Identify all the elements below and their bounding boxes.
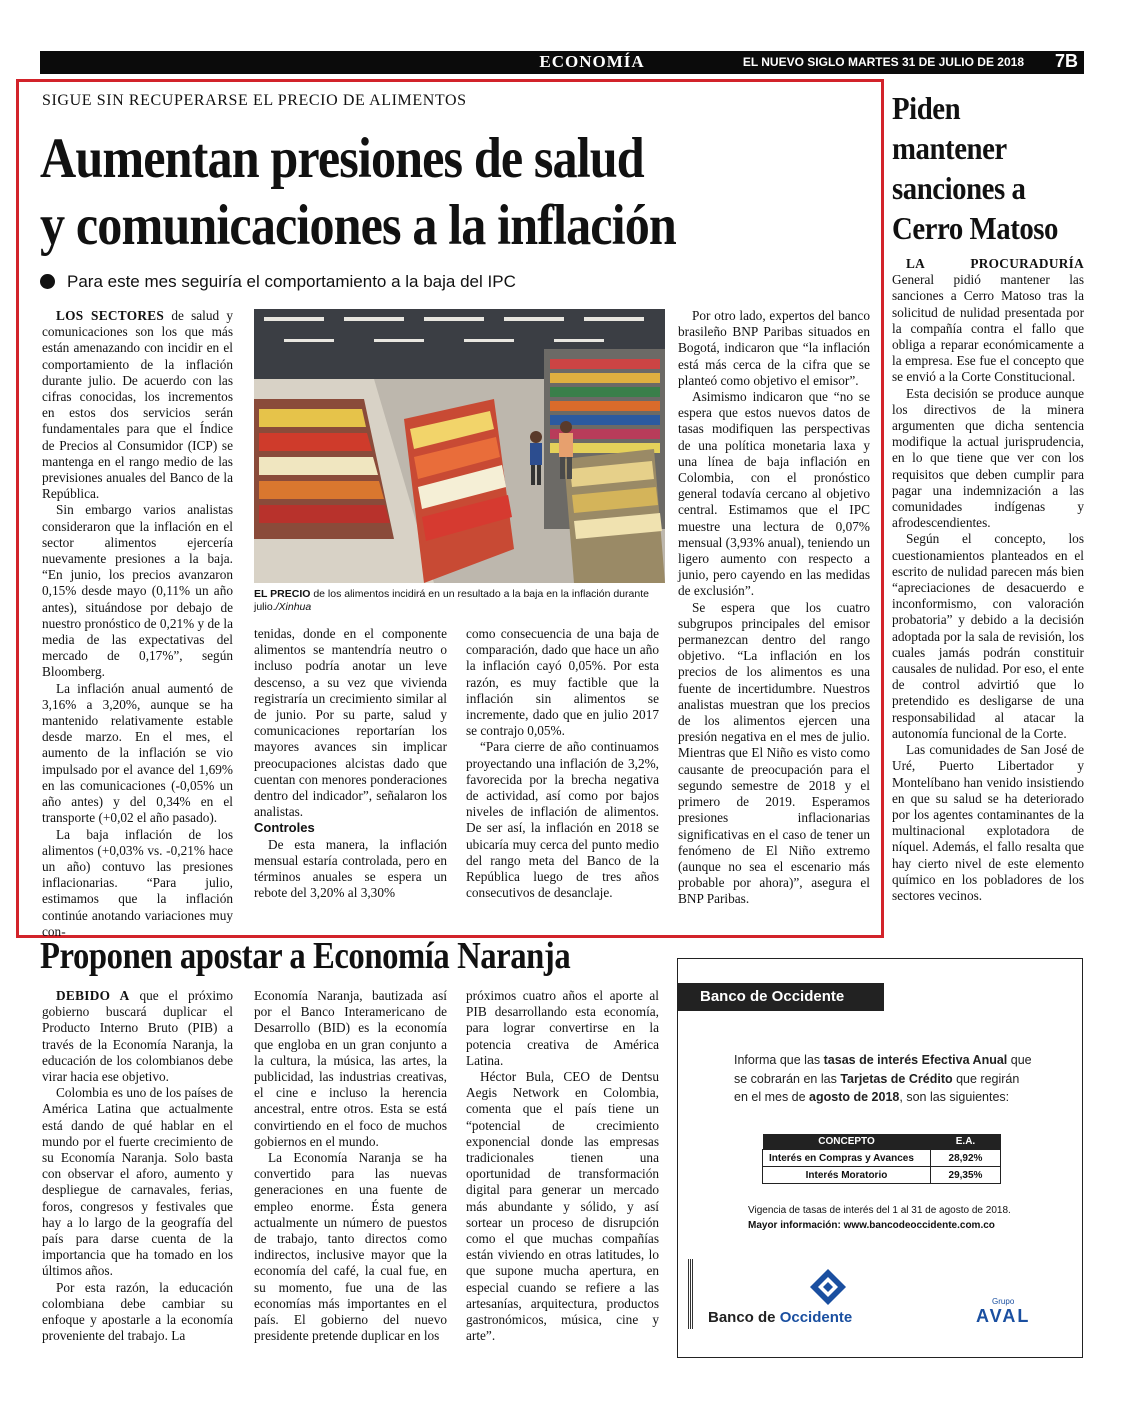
ad-text: Informa que las tasas de interés Efectiva Anual que se cobrarán en las Tarjetas de Crédito que regirán en el mes de agosto de 2018, son las siguientes: (734, 1053, 1032, 1104)
edition-date: EL NUEVO SIGLO MARTES 31 DE JULIO DE 2018 (742, 55, 1024, 69)
table-header: E.A. (931, 1134, 1001, 1150)
side-headline: Piden mantener sanciones a Cerro Matoso (892, 90, 1059, 246)
ad-brand-band: Banco de Occidente (678, 983, 884, 1011)
second-col-2 (254, 988, 447, 1344)
bullet-icon (40, 274, 55, 289)
validity-text: Vigencia de tasas de interés del 1 al 31 de agosto de 2018. (748, 1205, 1011, 1216)
ad-fine-print (748, 1203, 1058, 1233)
main-col-3 (466, 626, 659, 901)
photo-caption: EL PRECIO de los alimentos incidirá en un resultado a la baja en la inflación durante julio./Xinhua (254, 588, 649, 613)
paragraph: La inflación anual aumentó de 3,16% a 3,20%, aunque se ha mantenido relativamente estable desde marzo. En el mes, el aumento de la inflación se vio impulsado por el avance del 1,69% en las comunicaciones (-0,05% un año antes) y del 0,34% en el transporte (+0,02 el año pasado). (42, 680, 233, 826)
paragraph: De esta manera, la inflación mensual estaría controlada, pero en términos anuales se espera un rebote del 3,20% al 3,30% (254, 836, 447, 901)
barcode-icon (688, 1259, 694, 1329)
paragraph: tenidas, donde en el componente alimentos se mantendría neutro o incluso podría anotar un leve descenso, a su vez que vivienda registraría un crecimiento similar al de junio. Por su parte, salud y comunicaciones reportarían los mayores avances sin implicar preocupaciones alcistas dado que cuentan con menores ponderaciones dentro del indicador”, señalaron los analistas. (254, 626, 447, 820)
paragraph: Esta decisión se produce aunque los directivos de la minera argumenten que dicha sentencia modifique la actual jurisprudencia, en lo que tiene que ver con los requisitos que deben cumplir para pagar una indemnización a las comunidades indígenas y afrodescendientes. (892, 385, 1084, 531)
paragraph: Asimismo indicaron que “no se espera que estos nuevos datos de tasas modifiquen las perspectivas de una política monetaria laxa y una línea de baja inflación en Colombia, con el pronóstico general todavía cercano al objetivo central. Estimamos que el IPC muestre una lectura de 0,07% mensual (3,93% anual), teniendo un ligero aumento con respecto a junio, pero cayendo en las medidas de exclusión”. (678, 389, 871, 599)
supermarket-photo (254, 309, 665, 583)
main-col-2 (254, 626, 447, 901)
paragraph: como consecuencia de una baja de comparación, dado que hace un año la inflación cayó 0,05%. Por esta razón, es muy factible que la inflación sin alimentos se incremente, dado que en julio 2017 se contrajo 0,05%. (466, 626, 659, 739)
paragraph: LOS SECTORES de salud y comunicaciones son los que más están amenazando con incidir en el comportamiento de la inflación durante julio. De acuerdo con las cifras conocidas, los incrementos en estos dos servicios serán fundamentales para que el Índice de Precios al Consumidor (ICP) se mantenga en el rango medio de las previsiones anuales del Banco de la República. (42, 308, 233, 502)
paragraph: LA PROCURADURÍA General pidió mantener las sanciones a Cerro Matoso tras la solicitud de nulidad presentada por la compañía contra el fallo que obliga a reparar económicamente a la empresa. Ese fue el concepto que se envió a la Corte Constitucional. (892, 256, 1084, 385)
page-number: 7B (1054, 51, 1078, 71)
paragraph: Por otro lado, expertos del banco brasileño BNP Paribas situados en Bogotá, indicaron que “la inflación está más cerca de la cifra que se planteó como objetivo el emisor”. (678, 308, 870, 388)
table-row (763, 1167, 1001, 1184)
paragraph: “Para cierre de año continuamos proyectando una inflación de 3,2%, favorecida por la brecha negativa de actividad, así como por bajos niveles de inflación de alimentos. De ser así, la inflación en 2018 se ubicaría muy cerca del punto medio del rango meta del Banco de la República luego de tres años consecutivos de desanclaje. (466, 739, 659, 901)
table-cell: 28,92% (931, 1150, 1001, 1167)
diamond-logo-icon (708, 1267, 868, 1307)
main-col-1 (42, 308, 233, 940)
paragraph: próximos cuatro años el aporte al PIB desarrollando esta economía, para lograr convertirse en la potencia creativa de América Latina. (466, 988, 659, 1068)
paragraph: Sin embargo varios analistas consideraron que la inflación en el sector alimentos ejercería nuevamente presiones a la baja. “En junio, los precios avanzaron 0,15% desde mayo (0,11% un año antes), situándose por debajo de nuestro pronóstico de 0,21% y de la media de las expectativas del mercado de 0,17%”, según Bloomberg. (42, 502, 233, 680)
paragraph: Economía Naranja, bautizada así por el Banco Interamericano de Desarrollo (BID) es la economía que engloba en un gran conjunto a la cultura, la música, las artes, la publicidad, las industrias creativas, el cine e incluso la herencia ancestral, entre otros. Esta se está convirtiendo en el foco de muchos gobiernos en el mundo. (254, 988, 447, 1149)
main-headline-line2: y comunicaciones a la inflación (40, 194, 676, 257)
photo-credit: /Xinhua (275, 601, 312, 613)
paragraph: DEBIDO A que el próximo gobierno buscará duplicar el Producto Interno Bruto (PIB) a través de la Economía Naranja, la educación de los colombianos debe virar hacia ese objetivo. (42, 988, 234, 1085)
more-info-link[interactable]: Mayor información: www.bancodeoccidente.com.co (748, 1220, 995, 1231)
paragraph: Por esta razón, la educación colombiana debe cambiar su enfoque y apostarle a la economía proveniente del trabajo. La (42, 1279, 233, 1344)
bank-advertisement (677, 958, 1083, 1358)
photo-illustration (254, 309, 665, 583)
table-cell: 29,35% (931, 1167, 1001, 1184)
paragraph: La baja inflación de los alimentos (+0,03% vs. -0,21% hace un año) contuvo las presiones inflacionarias. “Para julio, estimamos que la inflación continúe anotando variaciones muy con- (42, 826, 233, 939)
table-row (763, 1150, 1001, 1167)
side-article-body (892, 256, 1084, 904)
main-headline (40, 125, 726, 259)
article-kicker: SIGUE SIN RECUPERARSE EL PRECIO DE ALIMENTOS (42, 92, 467, 109)
rates-table (762, 1134, 1001, 1184)
aval-wordmark: AVAL (976, 1306, 1031, 1326)
banco-occidente-logo: Banco de Occidente (708, 1267, 868, 1312)
main-headline-line1: Aumentan presiones de salud (40, 127, 644, 190)
grupo-aval-logo (976, 1297, 1030, 1327)
second-col-3 (466, 988, 659, 1344)
subtitle-controles: Controles (254, 820, 315, 836)
paragraph: Héctor Bula, CEO de Dentsu Aegis Network en Colombia, comenta que el país tiene un “potencial de crecimiento exponencial donde las empresas tradicionales tienen una oportunidad de transformación digital para generar un mercado más abundante y sólido, y así sortear un proceso de disrupción como el que muchas compañías están viviendo en otras latitudes, lo que supone mucha apertura, en especial cuando se refiere a las artesanías, arquitectura, productos gastronómicos, música, cine y arte”. (466, 1069, 659, 1344)
lead-in: DEBIDO A (56, 988, 130, 1003)
table-header: CONCEPTO (763, 1134, 931, 1150)
table-cell: Interés en Compras y Avances (763, 1150, 931, 1167)
paragraph: Se espera que los cuatro subgrupos principales del emisor permanezcan dentro del rango objetivo. “La inflación en los precios de los alimentos es una fuente de incertidumbre. Nuestros analistas muestran que los precios de los alimentos ejercen una presión negativa en el mes de julio. Mientras que El Niño es visto como causante de preocupación para el segundo semestre de 2018 y el primero de 2019. Esperamos presiones inflacionarias significativas en el caso de tener un fenómeno de El Niño extremo (aunque no sea el escenario más probable por ahora)”, asegura el BNP Paribas. (678, 599, 870, 907)
section-name: ECONOMÍA (539, 52, 645, 71)
table-cell: Interés Moratorio (763, 1167, 931, 1184)
paragraph: Colombia es uno de los países de América Latina que actualmente está dando de qué hablar en el mundo por el fuerte crecimiento de su Economía Naranja. Solo basta con observar el aforo, aumento y despliegue de carnavales, ferias, foros, congresos y festivales que hay a lo largo de la geografía del país para darse cuenta de la importancia que ha tomado en los últimos años. (42, 1085, 233, 1279)
main-col-4 (678, 308, 870, 908)
second-col-1 (42, 988, 233, 1344)
subhead-text: Para este mes seguiría el comportamiento a la baja del IPC (67, 272, 516, 291)
paragraph: La Economía Naranja se ha convertido para las nuevas generaciones en una fuente de empleo enorme. Ésta genera actualmente un número de puestos de trabajo, tanto directos como indirectos, inclusive mayor que la economía del café, la cual fue, en su momento, fue una de las economías más importantes en el país. El gobierno del nuevo presidente pretende duplicar en los (254, 1150, 447, 1344)
second-headline: Proponen apostar a Economía Naranja (40, 935, 571, 977)
caption-lead: EL PRECIO (254, 588, 311, 600)
section-header-bar (40, 51, 1084, 74)
paragraph: Las comunidades de San José de Uré, Puerto Libertador y Montelíbano han venido insistiendo en que su salud se ha deteriorado por los agentes contaminantes de la multinacional explotadora de níquel. Además, el fallo resalta que hay cierto nivel de este elemento químico en los pobladores de los sectores vecinos. (892, 742, 1084, 903)
paragraph: Según el concepto, los cuestionamientos planteados en el escrito de nulidad parecen más bien “apreciaciones de desacuerdo e inconformismo, con valoración probatoria” y debido a la decisión adoptada por la sala de revisión, los cuales jamás podrán constituir causales de nulidad. Por eso, el ente de control advirtió que lo pretendido es desligarse de una responsabilidad al atacar la autonomía funcional de la Corte. (892, 531, 1084, 741)
table-header-row (763, 1134, 1001, 1150)
article-subhead (40, 272, 516, 292)
lead-in: LOS SECTORES (56, 308, 165, 323)
lead-in: LA PROCURADURÍA (906, 256, 1084, 271)
grupo-label: Grupo (992, 1297, 1015, 1306)
